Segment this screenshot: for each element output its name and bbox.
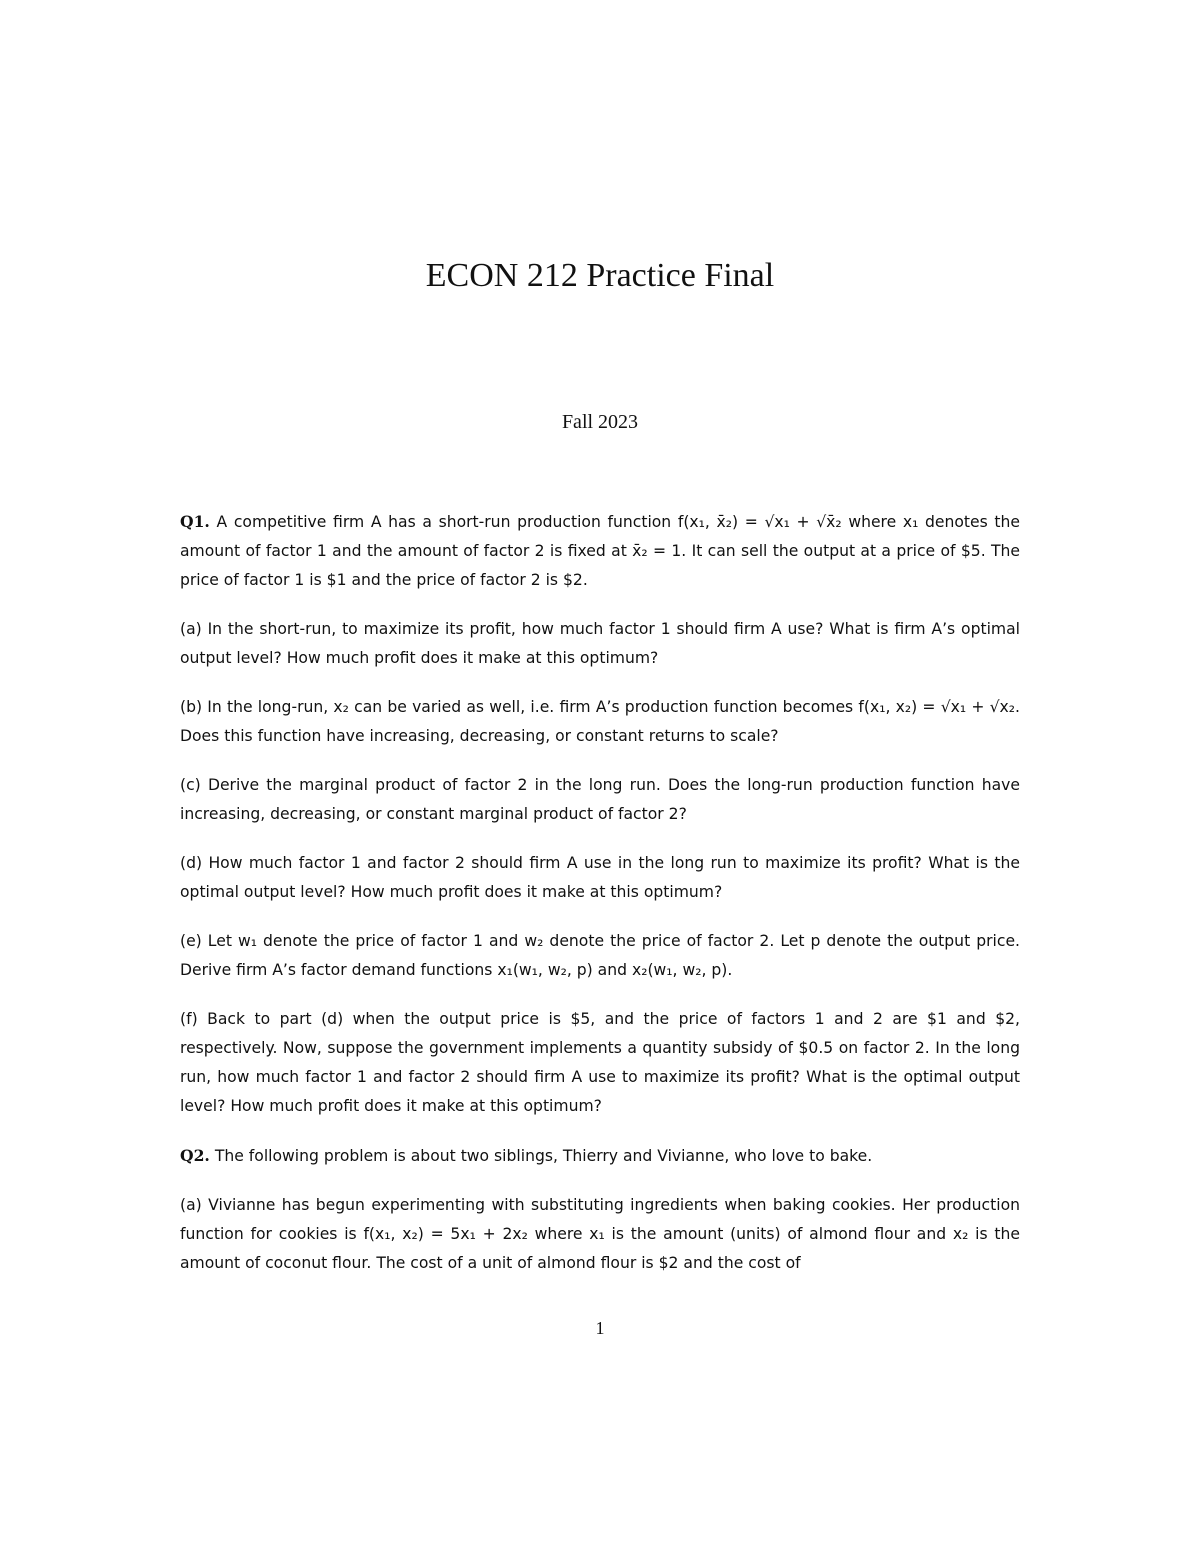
q2-label: Q2. [180,1146,210,1165]
q2-part-a: (a) Vivianne has begun experimenting with substituting ingredients when baking cookies. Her production function for cookies is f(x₁, x₂) = 5x₁ + 2x₂ where x₁ is the amount (units) of almond flour and x₂ is the amount of coconut flour. The cost of a unit of almond flour is $2 and the cost of [180,1196,1020,1272]
q1-part-c: (c) Derive the marginal product of factor 2 in the long run. Does the long-run production function have increasing, decreasing, or constant marginal product of factor 2? [180,776,1020,823]
q2-intro-text: The following problem is about two siblings, Thierry and Vivianne, who love to bake. [209,1147,873,1165]
q1-intro-text: A competitive firm A has a short-run production function f(x₁, x̄₂) = √x₁ + √x̄₂ where x₁ denotes the amount of factor 1 and the amount of factor 2 is fixed at x̄₂ = 1. It can sell the output at a price of $5. The price of factor 1 is $1 and the price of factor 2 is $2. [180,513,1020,589]
document-body [180,507,1020,1298]
q2-intro-paragraph [180,1141,1020,1171]
document-subtitle: Fall 2023 [561,411,639,433]
q1-label: Q1. [180,512,210,531]
q1-intro-paragraph [180,507,1020,595]
q1-part-e: (e) Let w₁ denote the price of factor 1 and w₂ denote the price of factor 2. Let p denote the output price. Derive firm A’s factor demand functions x₁(w₁, w₂, p) and x₂(w₁, w₂, p). [180,932,1020,979]
q1-part-b: (b) In the long-run, x₂ can be varied as well, i.e. firm A’s production function becomes f(x₁, x₂) = √x₁ + √x₂. Does this function have increasing, decreasing, or constant returns to scale? [180,698,1020,745]
q1-part-d: (d) How much factor 1 and factor 2 should firm A use in the long run to maximize its profit? What is the optimal output level? How much profit does it make at this optimum? [180,854,1020,901]
q1-part-a: (a) In the short-run, to maximize its profit, how much factor 1 should firm A use? What is firm A’s optimal output level? How much profit does it make at this optimum? [180,620,1020,667]
document-title: ECON 212 Practice Final [425,257,775,294]
page-number: 1 [595,1318,605,1338]
q1-part-f: (f) Back to part (d) when the output price is $5, and the price of factors 1 and 2 are $1 and $2, respectively. Now, suppose the government implements a quantity subsidy of $0.5 on factor 2. In the long run, how much factor 1 and factor 2 should firm A use to maximize its profit? What is the optimal output level? How much profit does it make at this optimum? [180,1010,1020,1115]
